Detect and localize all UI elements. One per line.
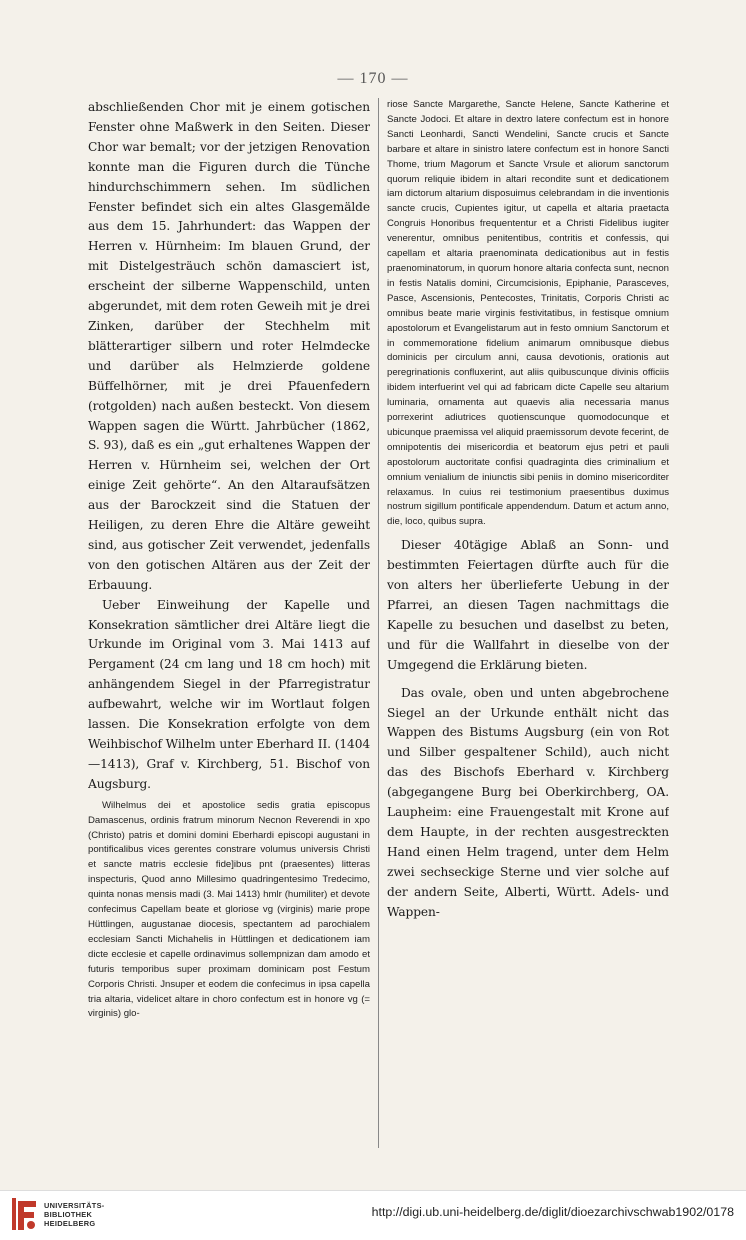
left-paragraph-latin-charter: Wilhelmus dei et apostolice sedis gratia episcopus Damascenus, ordinis fratrum minorum Necnon Reverendi in xpo (Christo) patris et domini domini Eberhardi episcopi augustani in pontificalibus vices gerentes constrare volumus universis Christi et sancte matris ecclesie fide]ibus pnt (praesentes) litteras inspecturis, Quod anno Millesimo quadringentesimo Tredecimo, quinta nonas mensis madi (3. Mai 1413) hmlr (humiliter) et devote confecimus Capellam beate et gloriose vg (virginis) marie prope Hüttlingen, augustanae diocesis, spectantem ad parochialem ecclesiam Sancti Michahelis in Hüttlingen et dedicationem iam dicte ecclesie et capelle ordinavimus sollempnizan dam amodo et futuris temporibus super proximam dominicam post Festum Corporis Christi. Jnsuper et eodem die confecimus in ipsa capella tria altaria, videlicet altare in choro confectum est in honore vg (= virginis) glo- [88,799,370,1020]
right-paragraph-ablass: Dieser 40tägige Ablaß an Sonn- und bestimmten Feiertagen dürfte auch für die von alters her überlieferte Uebung in der Pfarrei, an diesen Tagen nachmittags die Kapelle zu besuchen und daselbst zu beten, und für die Wallfahrt in dieselbe von der Umgegend die Erklärung bieten. [387,538,669,672]
right-paragraph-siegel: Das ovale, oben und unten abgebrochene Siegel an der Urkunde enthält nicht das Wappen des Bistums Augsburg (ein von Rot und Silber gespaltener Schild), auch nicht das des Bischofs Eberhard v. Kirchberg (abgegangene Burg bei Oberkirchberg, OA. Laupheim: eine Frauengestalt mit Krone auf dem Haupte, in der rechten ausgestreckten Hand einen Helm tragend, unter dem Helm zwei sechseckige Sterne und vier solche auf der andern Seite, Alberti, Württ. Adels- und Wappen- [387,685,669,919]
right-column [387,98,669,923]
heidelberg-library-logo-icon [10,1195,40,1233]
library-name-text: UNIVERSITÄTS- BIBLIOTHEK HEIDELBERG [44,1201,105,1228]
left-column [88,98,370,1022]
library-name [44,1201,105,1228]
page-number: — 170 — [337,70,409,87]
left-paragraph-einweihung: Ueber Einweihung der Kapelle und Konsekration sämtlicher drei Altäre liegt die Urkunde im Original vom 3. Mai 1413 auf Pergament (24 cm lang und 18 cm hoch) mit anhängendem Siegel in der Pfarregistratur aufbewahrt, welche wir im Wortlaut folgen lassen. Die Konsekration erfolgte von dem Weihbischof Wilhelm unter Eberhard II. (1404—1413), Graf v. Kirchberg, 51. Bischof von Augsburg. [88,597,370,791]
viewer-footer [0,1190,746,1240]
right-paragraph-latin-charter: riose Sancte Margarethe, Sancte Helene, Sancte Katherine et Sancte Jodoci. Et altare in dextro latere confectum est in honore Sancti Leonhardi, Sancti Wendelini, Sancte crucis et Sancte barbare et altare in sinistro latere confectum est in honore Sancti Thome, trium Magorum et Sancte Vrsule et aliorum sanctorum quorum reliquie ibidem in altari recondite sunt et dedicationem iam dictorum altarium disposuimus celebrandam in die inventionis sancte crucis, Cupientes igitur, ut capella et altaria praetacta Congruis Honoribus frequententur et a Christi Fidelibus iugiter venerentur, omnibus penitentibus, contritis et confessis, qui capellam et altaria praenominata dedicationibus aut in festis praenominatorum, in quorum honore altaria confecta sunt, necnon in festis Natalis domini, Circumcisionis, Epiphanie, Parasceves, Pasce, Ascensionis, Pentecostes, Trinitatis, Corporis Christi ac omnibus beate marie virginis festivitatibus, in festisque omnium apostolorum et Evangelistarum aut in festo omnium Sanctorum et in commemoratione fidelium animarum omnibusque diebus dominicis per circulum anni, causa devotionis, orationis aut peregrinationis confluxerint, aut aliis quibuscunque divinis officiis ibidem interfuerint vel qui ad fabricam dicte Capelle seu altarium luminaria, ornamenta aut quaevis alia necessaria manus porrexerint adiutrices quotienscunque quomodocunque et ubicunque praemissa vel aliquid praemissorum devote fecerint, de omnipotentis dei misericordia et beatorum ejus petri et pauli apostolorum auctoritate confisi quadraginta dies criminalium et omnium venialium de iniunctis sibi peniis in domino misericorditer relaxamus. In cuius rei testimonium praesentibus duximus nostrum sigillum pontificale appendendum. Datum et actum anno, die, loco, quibus supra. [387,99,669,528]
permalink-url[interactable]: http://digi.ub.uni-heidelberg.de/diglit/dioezarchivschwab1902/0178 [371,1205,734,1219]
left-paragraph-chor: abschließenden Chor mit je einem gotischen Fenster ohne Maßwerk in den Seiten. Dieser Chor war bemalt; vor der jetzigen Renovation konnte man die Figuren durch die Tünche hindurchschimmern sehen. Im südlichen Fenster befindet sich ein altes Glasgemälde aus dem 15. Jahrhundert: das Wappen der Herren v. Hürnheim: Im blauen Grund, der mit Distelgesträuch schön damasciert ist, erscheint der silberne Wappenschild, unten abgerundet, mit dem roten Geweih mit je drei Zinken, darüber der Stechhelm mit blätterartiger silbern und roter Helmdecke und darüber als Helmzierde goldene Büffelhörner, mit je drei Pfauenfedern (rotgolden) nach außen besteckt. Von diesem Wappen sagen die Württ. Jahrbücher (1862, S. 93), daß es ein „gut erhaltenes Wappen der Herren v. Hürnheim sei, welchen der Ort einige Zeit gehörte“. An den Altaraufsätzen aus der Barockzeit sind die Statuen der Heiligen, zu deren Ehre die Altäre geweiht sind, aus gotischer Zeit verwendet, jedenfalls von den gotischen Altären aus der Zeit der Erbauung. [88,100,370,592]
column-divider [378,98,379,1148]
